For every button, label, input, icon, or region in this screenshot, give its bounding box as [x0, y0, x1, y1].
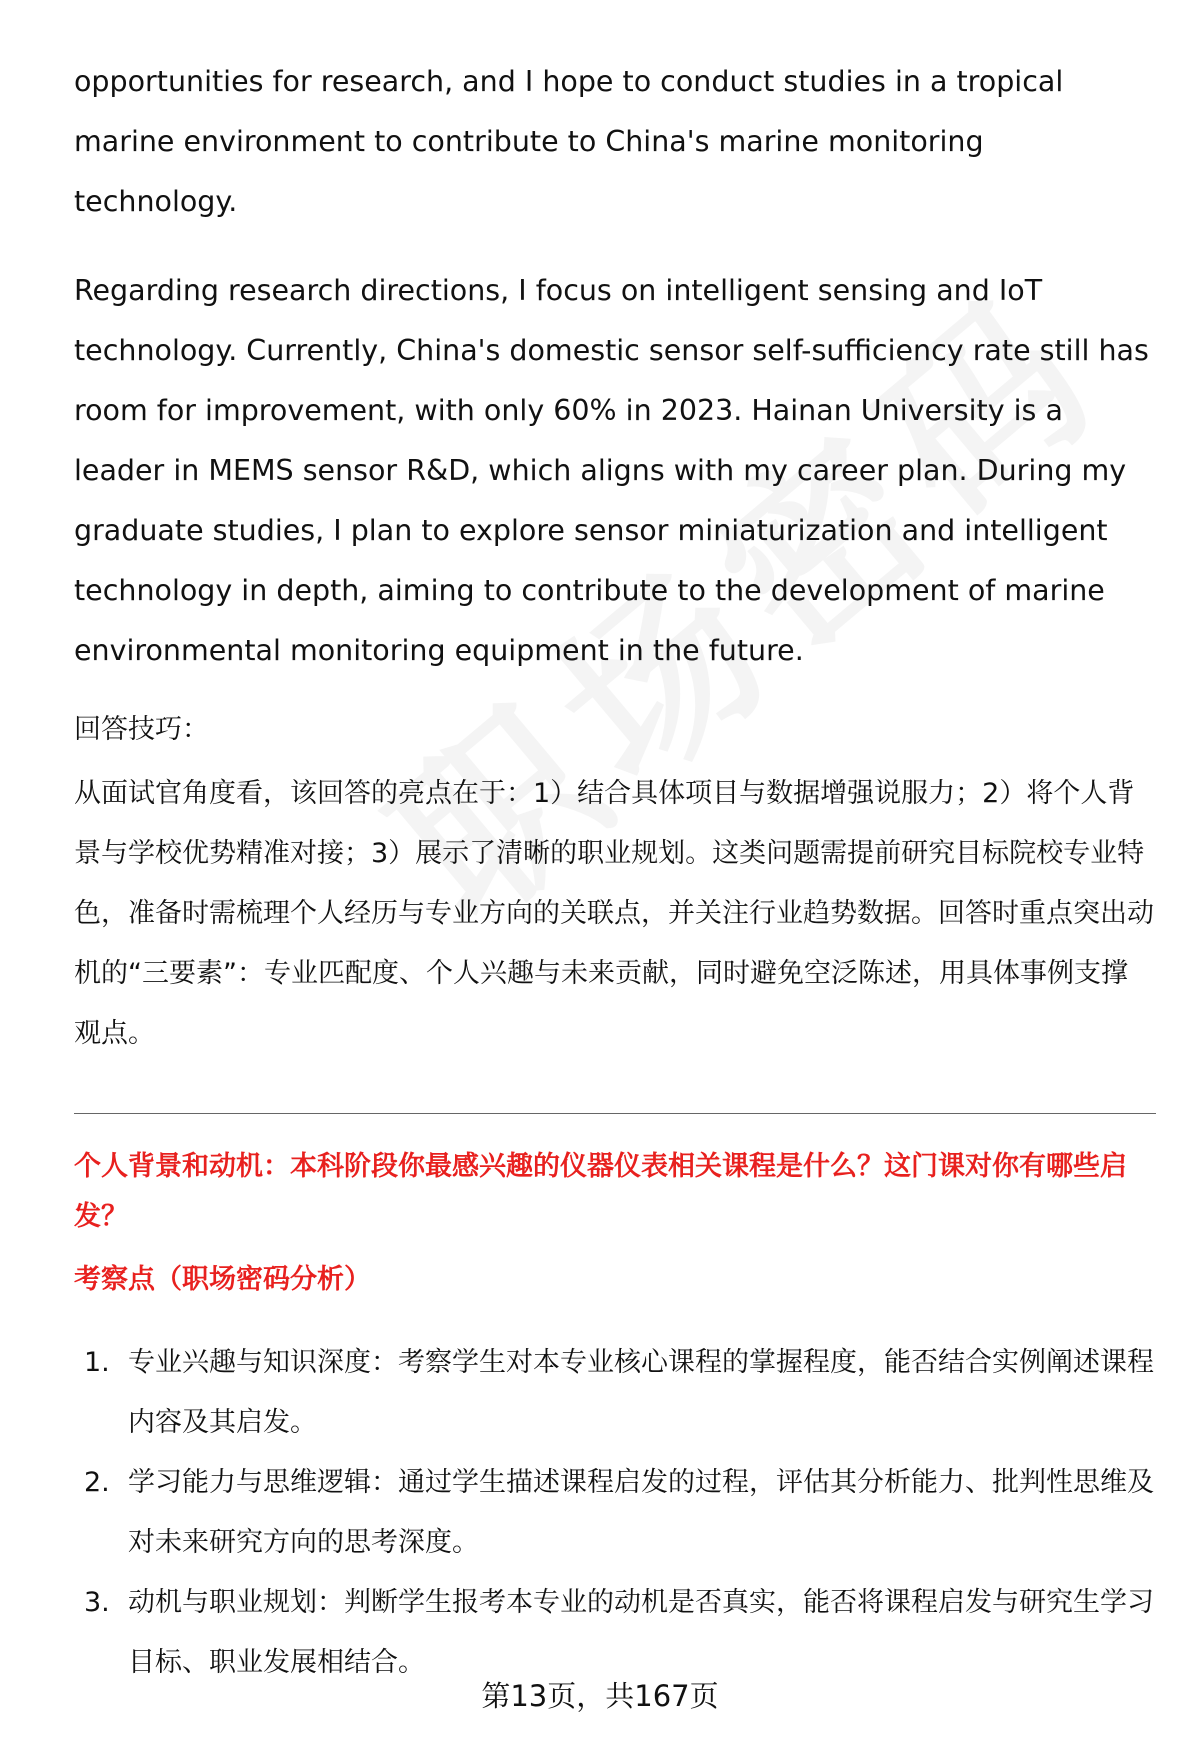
tips-body: 从面试官角度看，该回答的亮点在于：1）结合具体项目与数据增强说服力；2）将个人背景与学校优势精准对接；3）展示了清晰的职业规划。这类问题需提前研究目标院校专业特色，准备时需梳理个人经历与专业方向的关联点，并关注行业趋势数据。回答时重点突出动机的“三要素”：专业匹配度、个人兴趣与未来贡献，同时避免空泛陈述，用具体事例支撑观点。 — [74, 778, 1154, 1049]
question-heading: 个人背景和动机：本科阶段你最感兴趣的仪器仪表相关课程是什么？这门课对你有哪些启发？ — [74, 1151, 1127, 1232]
analysis-heading: 考察点（职场密码分析） — [74, 1264, 371, 1295]
list-item — [74, 1333, 1154, 1453]
list-item-number: 1. — [84, 1347, 110, 1378]
list-item — [74, 1453, 1154, 1573]
list-item-number: 2. — [84, 1467, 110, 1498]
list-item — [74, 1573, 1154, 1693]
analysis-list — [74, 1333, 1154, 1693]
tips-heading: 回答技巧： — [74, 714, 209, 745]
list-item-text: 学习能力与思维逻辑：通过学生描述课程启发的过程，评估其分析能力、批判性思维及对未来研究方向的思考深度。 — [128, 1467, 1154, 1558]
paragraph-motivation-continued: opportunities for research, and I hope to conduct studies in a tropical marine environment to contribute to China's marine monitoring technology. — [74, 65, 1064, 218]
list-item-text: 专业兴趣与知识深度：考察学生对本专业核心课程的掌握程度，能否结合实例阐述课程内容及其启发。 — [128, 1347, 1154, 1438]
list-item-number: 3. — [84, 1587, 110, 1618]
list-item-text: 动机与职业规划：判断学生报考本专业的动机是否真实，能否将课程启发与研究生学习目标、职业发展相结合。 — [128, 1587, 1154, 1678]
page-number: 第13页，共167页 — [481, 1679, 719, 1713]
paragraph-research-directions: Regarding research directions, I focus on intelligent sensing and IoT technology. Currently, China's domestic sensor self-sufficiency rate still has room for improvement, with only 60% in 2023. Hainan University is a leader in MEMS sensor R&D, which aligns with my career plan. During my graduate studies, I plan to explore sensor miniaturization and intelligent technology in depth, aiming to contribute to the development of marine environmental monitoring equipment in the future. — [74, 274, 1149, 667]
section-divider — [74, 1113, 1156, 1114]
page-content — [74, 52, 1154, 1064]
